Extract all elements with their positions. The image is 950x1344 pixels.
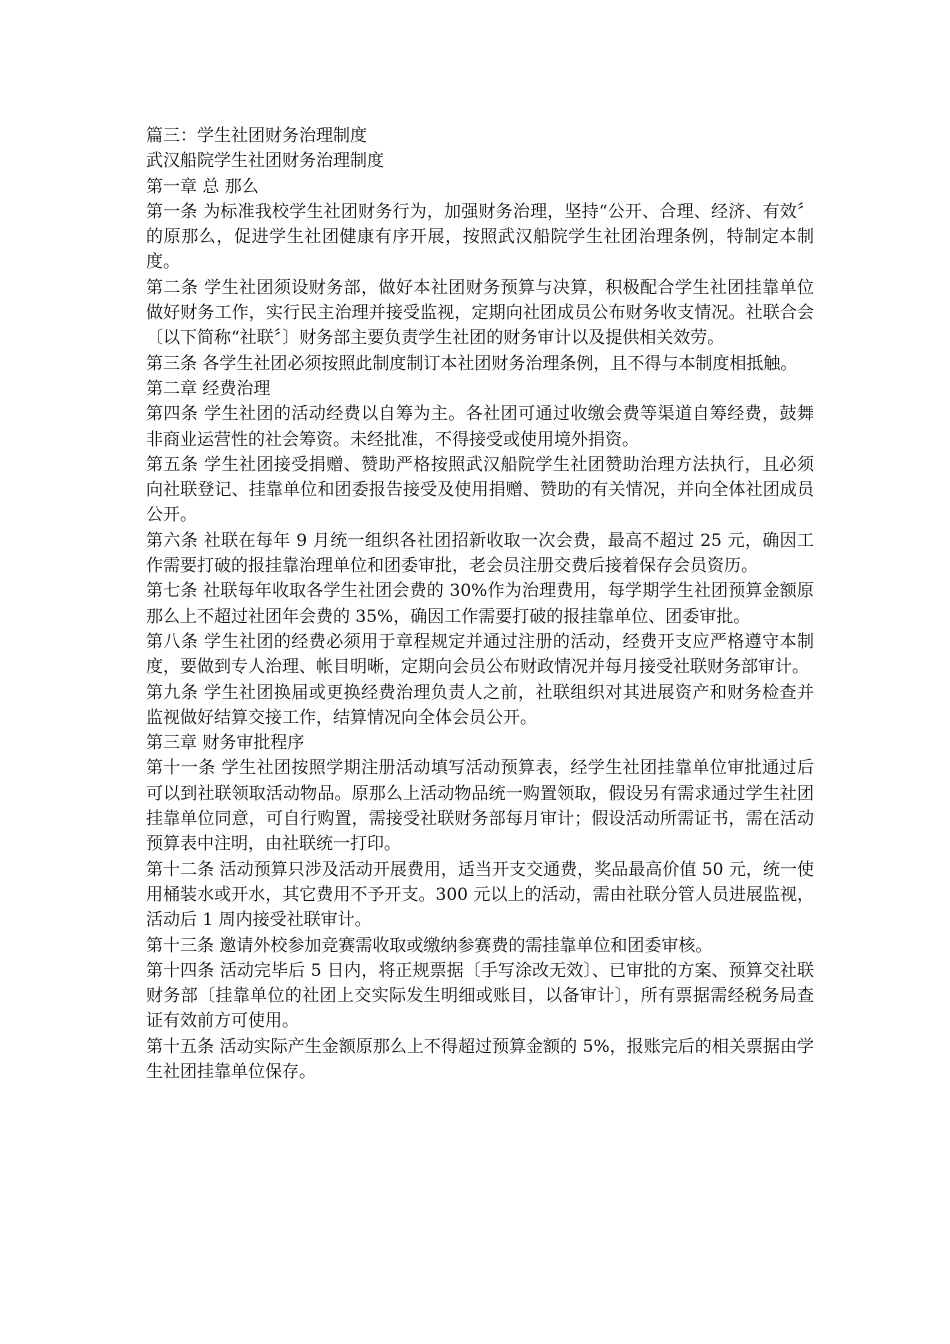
article-15: 第十五条 活动实际产生金额原那么上不得超过预算金额的 5%，报账完后的相关票据由学生社团挂靠单位保存。	[146, 1036, 814, 1082]
article-11: 第十一条 学生社团按照学期注册活动填写活动预算表，经学生社团挂靠单位审批通过后可以到社联领取活动物品。原那么上活动物品统一购置领取，假设另有需求通过学生社团挂靠单位同意，可自行购置，需接受社联财务部每月审计；假设活动所需证书，需在活动预算表中注明，由社联统一打印。	[146, 758, 814, 855]
article-13: 第十三条 邀请外校参加竞赛需收取或缴纳参赛费的需挂靠单位和团委审核。	[146, 935, 713, 956]
article-9: 第九条 学生社团换届或更换经费治理负责人之前，社联组织对其进展资产和财务检查并监视做好结算交接工作，结算情况向全体会员公开。	[146, 682, 814, 728]
article-12: 第十二条 活动预算只涉及活动开展费用，适当开支交通费，奖品最高价值 50 元，统一使用桶装水或开水，其它费用不予开支。300 元以上的活动，需由社联分管人员进展监视，活动后 1 周内接受社联审计。	[146, 859, 814, 931]
document-title: 篇三：学生社团财务治理制度	[146, 126, 367, 146]
document-subtitle: 武汉船院学生社团财务治理制度	[146, 151, 384, 172]
article-5: 第五条 学生社团接受捐赠、赞助严格按照武汉船院学生社团赞助治理方法执行，且必须向社联登记、挂靠单位和团委报告接受及使用捐赠、赞助的有关情况，并向全体社团成员公开。	[146, 454, 814, 526]
chapter-1-heading: 第一章 总 那么	[146, 176, 259, 197]
article-1: 第一条 为标准我校学生社团财务行为，加强财务治理，坚持“公开、合理、经济、有效〞的原那么，促进学生社团健康有序开展，按照武汉船院学生社团治理条例，特制定本制度。	[146, 201, 814, 273]
article-6: 第六条 社联在每年 9 月统一组织各社团招新收取一次会费，最高不超过 25 元，确因工作需要打破的报挂靠治理单位和团委审批，老会员注册交费后接着保存会员资历。	[146, 530, 814, 577]
document-body	[146, 124, 814, 1085]
article-8: 第八条 学生社团的经费必须用于章程规定并通过注册的活动，经费开支应严格遵守本制度，要做到专人治理、帐目明晰，定期向会员公布财政情况并每月接受社联财务部审计。	[146, 631, 814, 678]
chapter-3-heading: 第三章 财务审批程序	[146, 733, 305, 754]
chapter-2-heading: 第二章 经费治理	[146, 378, 271, 399]
article-2: 第二条 学生社团须设财务部，做好本社团财务预算与决算，积极配合学生社团挂靠单位做好财务工作，实行民主治理并接受监视，定期向社团成员公布财务收支情况。社联合会〔以下简称“社联〞〕财务部主要负责学生社团的财务审计以及提供相关效劳。	[146, 277, 814, 349]
article-14: 第十四条 活动完毕后 5 日内，将正规票据〔手写涂改无效〕、已审批的方案、预算交社联财务部〔挂靠单位的社团上交实际发生明细或账目，以备审计〕，所有票据需经税务局查证有效前方可使用。	[146, 960, 814, 1032]
article-3: 第三条 各学生社团必须按照此制度制订本社团财务治理条例，且不得与本制度相抵触。	[146, 353, 798, 374]
article-4: 第四条 学生社团的活动经费以自筹为主。各社团可通过收缴会费等渠道自筹经费，鼓舞非商业运营性的社会筹资。未经批准，不得接受或使用境外捐资。	[146, 404, 814, 450]
article-7: 第七条 社联每年收取各学生社团会费的 30%作为治理费用，每学期学生社团预算金额原那么上不超过社团年会费的 35%，确因工作需要打破的报挂靠单位、团委审批。	[146, 581, 814, 627]
